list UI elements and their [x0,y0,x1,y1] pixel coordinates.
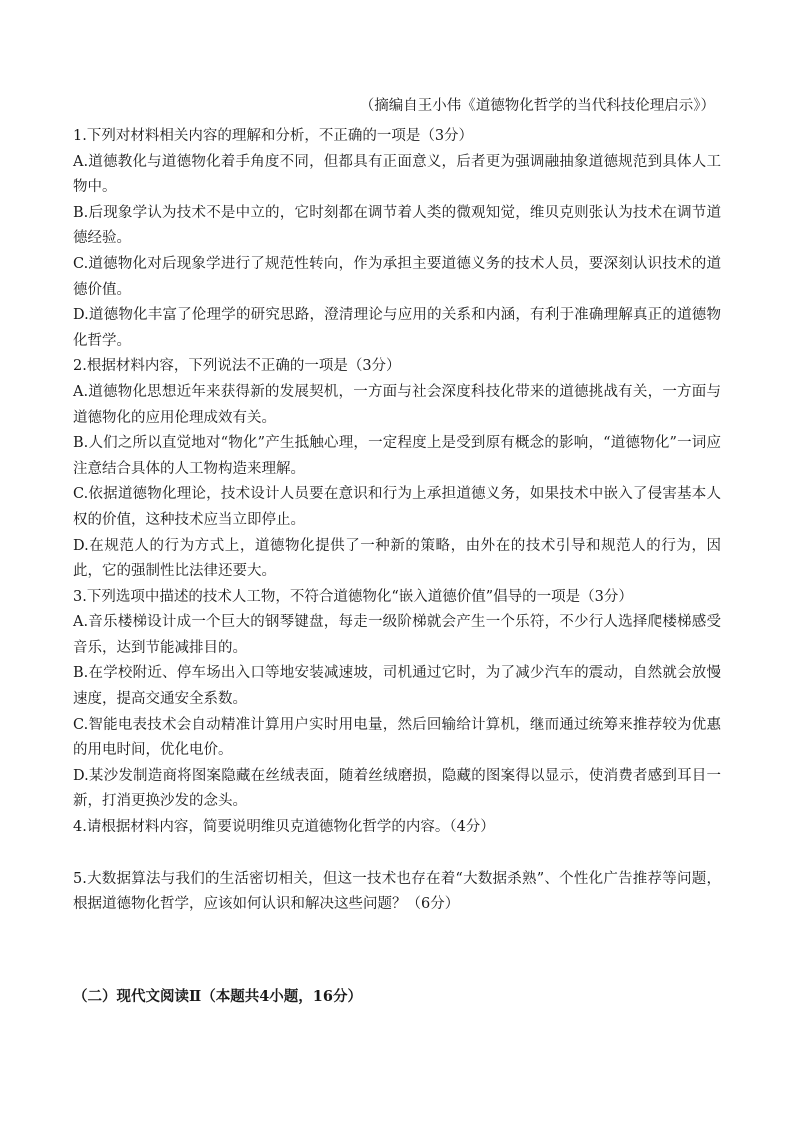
questions-block [73,124,721,918]
question-3 [73,585,721,815]
question-1 [73,124,721,354]
option-b: B.人们之所以直觉地对“物化”产生抵触心理，一定程度上是受到原有概念的影响，“道德物化”一词应注意结合具体的人工物构造来理解。 [73,435,721,477]
option-c: C.智能电表技术会自动精准计算用户实时用电量，然后回输给计算机，继而通过统筹来推荐较为优惠的用电时间，优化电价。 [73,716,721,759]
option-c: C.依据道德物化理论，技术设计人员要在意识和行为上承担道德义务，如果技术中嵌入了侵害基本人权的价值，这种技术应当立即停止。 [73,486,721,528]
question-4 [73,815,721,841]
section-heading: （二）现代文阅读Ⅱ（本题共4小题，16分） [73,988,362,1005]
option-a: A.道德物化思想近年来获得新的发展契机，一方面与社会深度科技化带来的道德挑战有关，一方面与道德物化的应用伦理成效有关。 [73,383,721,426]
option-b: B.在学校附近、停车场出入口等地安装减速坡，司机通过它时，为了减少汽车的震动，自然就会放慢速度，提高交通安全系数。 [73,665,721,708]
option-a: A.音乐楼梯设计成一个巨大的钢琴键盘，每走一级阶梯就会产生一个乐符，不少行人选择爬楼梯感受音乐，达到节能减排目的。 [73,614,721,656]
option-d: D.道德物化丰富了伦理学的研究思路，澄清理论与应用的关系和内涵，有利于准确理解真正的道德物化哲学。 [73,307,721,349]
answer-space [73,841,721,867]
question-5 [73,867,721,918]
question-stem: 3.下列选项中描述的技术人工物，不符合道德物化“嵌入道德价值”倡导的一项是（3分） [73,588,633,605]
question-stem: 2.根据材料内容，下列说法不正确的一项是（3分） [73,358,401,375]
source-citation: （摘编自王小伟《道德物化哲学的当代科技伦理启示》） [359,98,715,114]
question-stem: 5.大数据算法与我们的生活密切相关，但这一技术也存在着“大数据杀熟”、个性化广告推荐等问题，根据道德物化哲学，应该如何认识和解决这些问题？（6分） [73,870,721,913]
option-b: B.后现象学认为技术不是中立的，它时刻都在调节着人类的微观知觉，维贝克则张认为技术在调节道德经验。 [73,204,721,247]
question-2 [73,354,721,584]
option-d: D.某沙发制造商将图案隐藏在丝绒表面，随着丝绒磨损，隐藏的图案得以显示，使消费者感到耳目一新，打消更换沙发的念头。 [73,767,721,810]
question-stem: 1.下列对材料相关内容的理解和分析，不正确的一项是（3分） [73,128,474,144]
option-a: A.道德教化与道德物化着手角度不同，但都具有正面意义，后者更为强调融抽象道德规范到具体人工物中。 [73,153,721,196]
option-d: D.在规范人的行为方式上，道德物化提供了一种新的策略，由外在的技术引导和规范人的行为，因此，它的强制性比法律还要大。 [73,537,721,580]
option-c: C.道德物化对后现象学进行了规范性转向，作为承担主要道德义务的技术人员，要深刻认识技术的道德价值。 [73,255,721,298]
question-stem: 4.请根据材料内容，简要说明维贝克道德物化哲学的内容。（4分） [73,819,495,836]
